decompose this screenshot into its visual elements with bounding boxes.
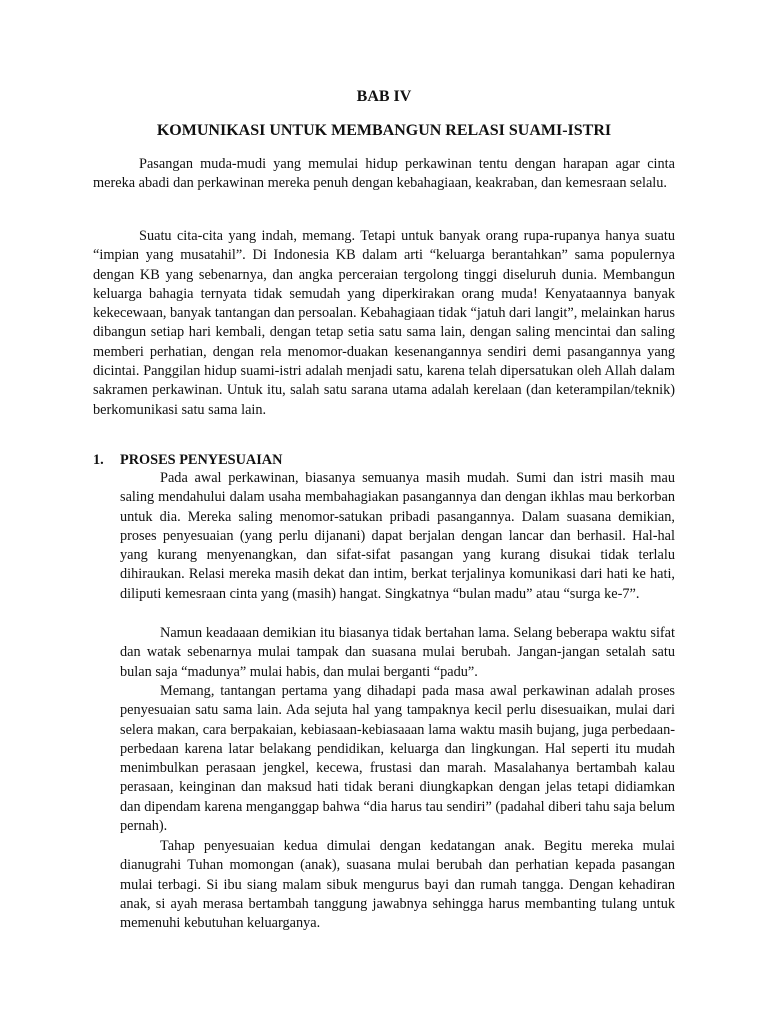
chapter-title: KOMUNIKASI UNTUK MEMBANGUN RELASI SUAMI-ISTRI (156, 122, 612, 139)
intro-paragraph-2: Suatu cita-cita yang indah, memang. Tetapi untuk banyak orang rupa-rupanya hanya suatu “impian yang musatahil”. Di Indonesia KB dalam arti “keluarga berantahkan” sama populernya dengan KB yang sebenarnya, dan angka perceraian tergolong tinggi diseluruh dunia. Membangun keluarga bahagia ternyata tidak semudah yang diperkirakan orang muda! Kenyataannya banyak kekecewaan, banyak tantangan dan persoalan. Kebahagiaan tidak “jatuh dari langit”, melainkan harus dibangun setiap hari kembali, dengan tetap setia satu sama lain, dengan saling mencintai dan saling memberi perhatian, dengan rela menomor-duakan kesenangannya sendiri demi pasangannya yang dicintai. Panggilan hidup suami-istri adalah menjadi satu, karena telah dipersatukan oleh Allah dalam sakramen perkawinan. Untuk itu, salah satu sarana utama adalah kerelaan (dan keterampilan/teknik) berkomunikasi satu sama lain. (93, 228, 675, 418)
section-heading (93, 451, 282, 470)
section-paragraph-2: Namun keadaaan demikian itu biasanya tidak bertahan lama. Selang beberapa waktu sifat dan watak sebenarnya mulai tampak dan suasana mulai berubah. Jangan-jangan setalah satu bulan saja “madunya” mulai habis, dan mulai berganti “padu”. (120, 625, 675, 680)
intro-paragraph-1: Pasangan muda-mudi yang memulai hidup perkawinan tentu dengan harapan agar cinta mereka abadi dan perkawinan mereka penuh dengan kebahagiaan, keakraban, dan kemesraan selalu. (93, 156, 675, 192)
section-paragraph-1: Pada awal perkawinan, biasanya semuanya masih mudah. Sumi dan istri masih mau saling mendahului dalam usaha membahagiakan pasangannya dan dengan ikhlas mau berkorban untuk dia. Mereka saling menomor-satukan pribadi pasangannya. Dalam suasana demikian, proses penyesuaian (yang perlu dijanani) dapat berjalan dengan lancar dan berhasil. Hal-hal yang kurang menyenangkan, dan sifat-sifat pasangan yang kurang disukai tidak terlalu dihiraukan. Relasi mereka masih dekat dan intim, berkat terjalinya komunikasi dari hati ke hati, diliputi kemesraan cinta yang (masih) hangat. Singkatnya “bulan madu” atau “surga ke-7”. (120, 470, 675, 602)
section-title: PROSES PENYESUAIAN (120, 452, 283, 468)
chapter-number: BAB IV (356, 88, 412, 105)
section-paragraph-4: Tahap penyesuaian kedua dimulai dengan kedatangan anak. Begitu mereka mulai dianugrahi Tuhan momongan (anak), suasana mulai berubah dan perhatian kepada pasangan mulai terbagi. Si ibu siang malam sibuk mengurus bayi dan rumah tangga. Dengan kehadiran anak, si ayah merasa bertambah tanggung jawabnya sehingga harus membanting tulang untuk memenuhi kebutuhan keluarganya. (120, 838, 675, 932)
section-number: 1. (93, 452, 104, 468)
section-paragraph-3: Memang, tantangan pertama yang dihadapi pada masa awal perkawinan adalah proses penyesuaian satu sama lain. Ada sejuta hal yang tampaknya kecil perlu disesuaikan, mulai dari selera makan, cara berpakaian, kebiasaan-kebiasaaan lama waktu masih bujang, juga perbedaan-perbedaan karena latar belakang pendidikan, keluarga dan lingkungan. Hal seperti itu mudah menimbulkan perasaan jengkel, kecewa, frustasi dan marah. Masalahanya bertambah kalau perasaan, keinginan dan maksud hati tidak berani diungkapkan dengan jelas tetapi didiamkan dan dipendam karena menganggap bahwa “dia harus tau sendiri” (padahal diberi tahu saja belum pernah). (120, 683, 675, 835)
